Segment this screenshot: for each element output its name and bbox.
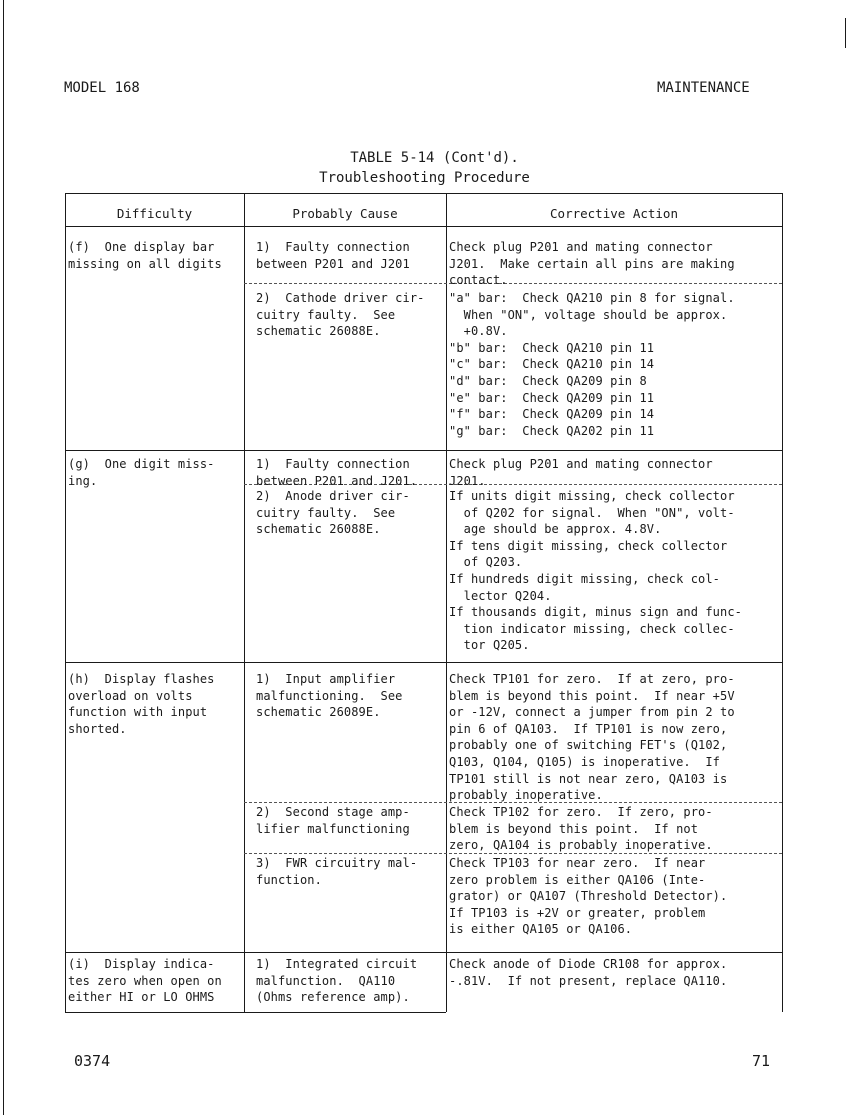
difficulty-f: (f) One display bar missing on all digits xyxy=(68,240,222,271)
table-border-bottom xyxy=(65,1012,446,1013)
column-divider-1 xyxy=(244,193,245,1012)
action-i-1: Check anode of Diode CR108 for approx. -.81V. If not present, replace QA110. xyxy=(449,957,728,988)
cause-g-2: 2) Anode driver cir- cuitry faulty. See schematic 26088E. xyxy=(256,489,410,537)
column-header-action: Corrective Action xyxy=(550,206,678,221)
action-h-3: Check TP103 for near zero. If near zero problem is either QA106 (Inte- grator) or QA107 (Threshold Detector). If TP103 is +2V or greater, problem is either QA105 or QA106. xyxy=(449,856,728,937)
action-h-1: Check TP101 for zero. If at zero, pro- blem is beyond this point. If near +5V or -12V, connect a jumper from pin 2 to pin 6 of QA103. If TP101 is now zero, probably one of switching FET's (Q102, Q103, Q104, Q105) is inoperative. If TP101 still is not near zero, QA103 is probably inoperative. xyxy=(449,672,735,803)
action-h-2: Check TP102 for zero. If zero, pro- blem is beyond this point. If not zero, QA104 is probably inoperative. xyxy=(449,805,713,853)
column-header-cause: Probably Cause xyxy=(292,206,398,221)
page-footer-code: 0374 xyxy=(74,1052,111,1070)
header-rule xyxy=(65,226,782,227)
table-title: TABLE 5-14 (Cont'd). xyxy=(350,150,519,166)
table-border-left xyxy=(65,193,66,1012)
page-number: 71 xyxy=(752,1052,771,1070)
cause-f-1: 1) Faulty connection between P201 and J201 xyxy=(256,240,410,271)
cause-g-1: 1) Faulty connection between P201 and J201. xyxy=(256,457,418,488)
column-divider-2 xyxy=(446,193,447,1012)
action-g-2: If units digit missing, check collector of Q202 for signal. When "ON", volt- age should be approx. 4.8V. If tens digit missing, check collector of Q203. If hundreds digit missing, check col- lector Q204. If thousands digit, minus sign and func- tion indicator missing, check collec- tor Q205. xyxy=(449,489,742,653)
cause-h-1: 1) Input amplifier malfunctioning. See schematic 26089E. xyxy=(256,672,403,720)
difficulty-h: (h) Display flashes overload on volts function with input shorted. xyxy=(68,672,215,736)
table-border-top xyxy=(65,193,782,194)
page-edge-right xyxy=(845,18,846,48)
cause-h-3: 3) FWR circuitry mal- function. xyxy=(256,856,418,887)
cause-h-2: 2) Second stage amp- lifier malfunctioning xyxy=(256,805,410,836)
difficulty-i: (i) Display indica- tes zero when open on either HI or LO OHMS xyxy=(68,957,222,1005)
cause-f-2: 2) Cathode driver cir- cuitry faulty. See schematic 26088E. xyxy=(256,291,425,339)
action-f-1: Check plug P201 and mating connector J201. Make certain all pins are making contact. xyxy=(449,240,735,288)
table-subtitle: Troubleshooting Procedure xyxy=(319,170,530,186)
action-g-1: Check plug P201 and mating connector J201. xyxy=(449,457,713,488)
row-rule-i xyxy=(65,952,782,953)
cause-i-1: 1) Integrated circuit malfunction. QA110 (Ohms reference amp). xyxy=(256,957,418,1005)
page-header-section: MAINTENANCE xyxy=(657,80,750,96)
table-border-right xyxy=(782,193,783,1012)
page-edge-left xyxy=(3,0,4,1115)
row-rule-g xyxy=(65,450,782,451)
action-f-2: "a" bar: Check QA210 pin 8 for signal. When "ON", voltage should be approx. +0.8V. "b" bar: Check QA210 pin 11 "c" bar: Check QA210 pin 14 "d" bar: Check QA209 pin 8 "e" bar: Check QA209 pin 11 "f" bar: Check QA209 pin 14 "g" bar: Check QA202 pin 11 xyxy=(449,291,735,438)
row-rule-h xyxy=(65,662,782,663)
column-header-difficulty: Difficulty xyxy=(116,206,193,221)
difficulty-g: (g) One digit miss- ing. xyxy=(68,457,215,488)
page-header-model: MODEL 168 xyxy=(64,80,140,96)
